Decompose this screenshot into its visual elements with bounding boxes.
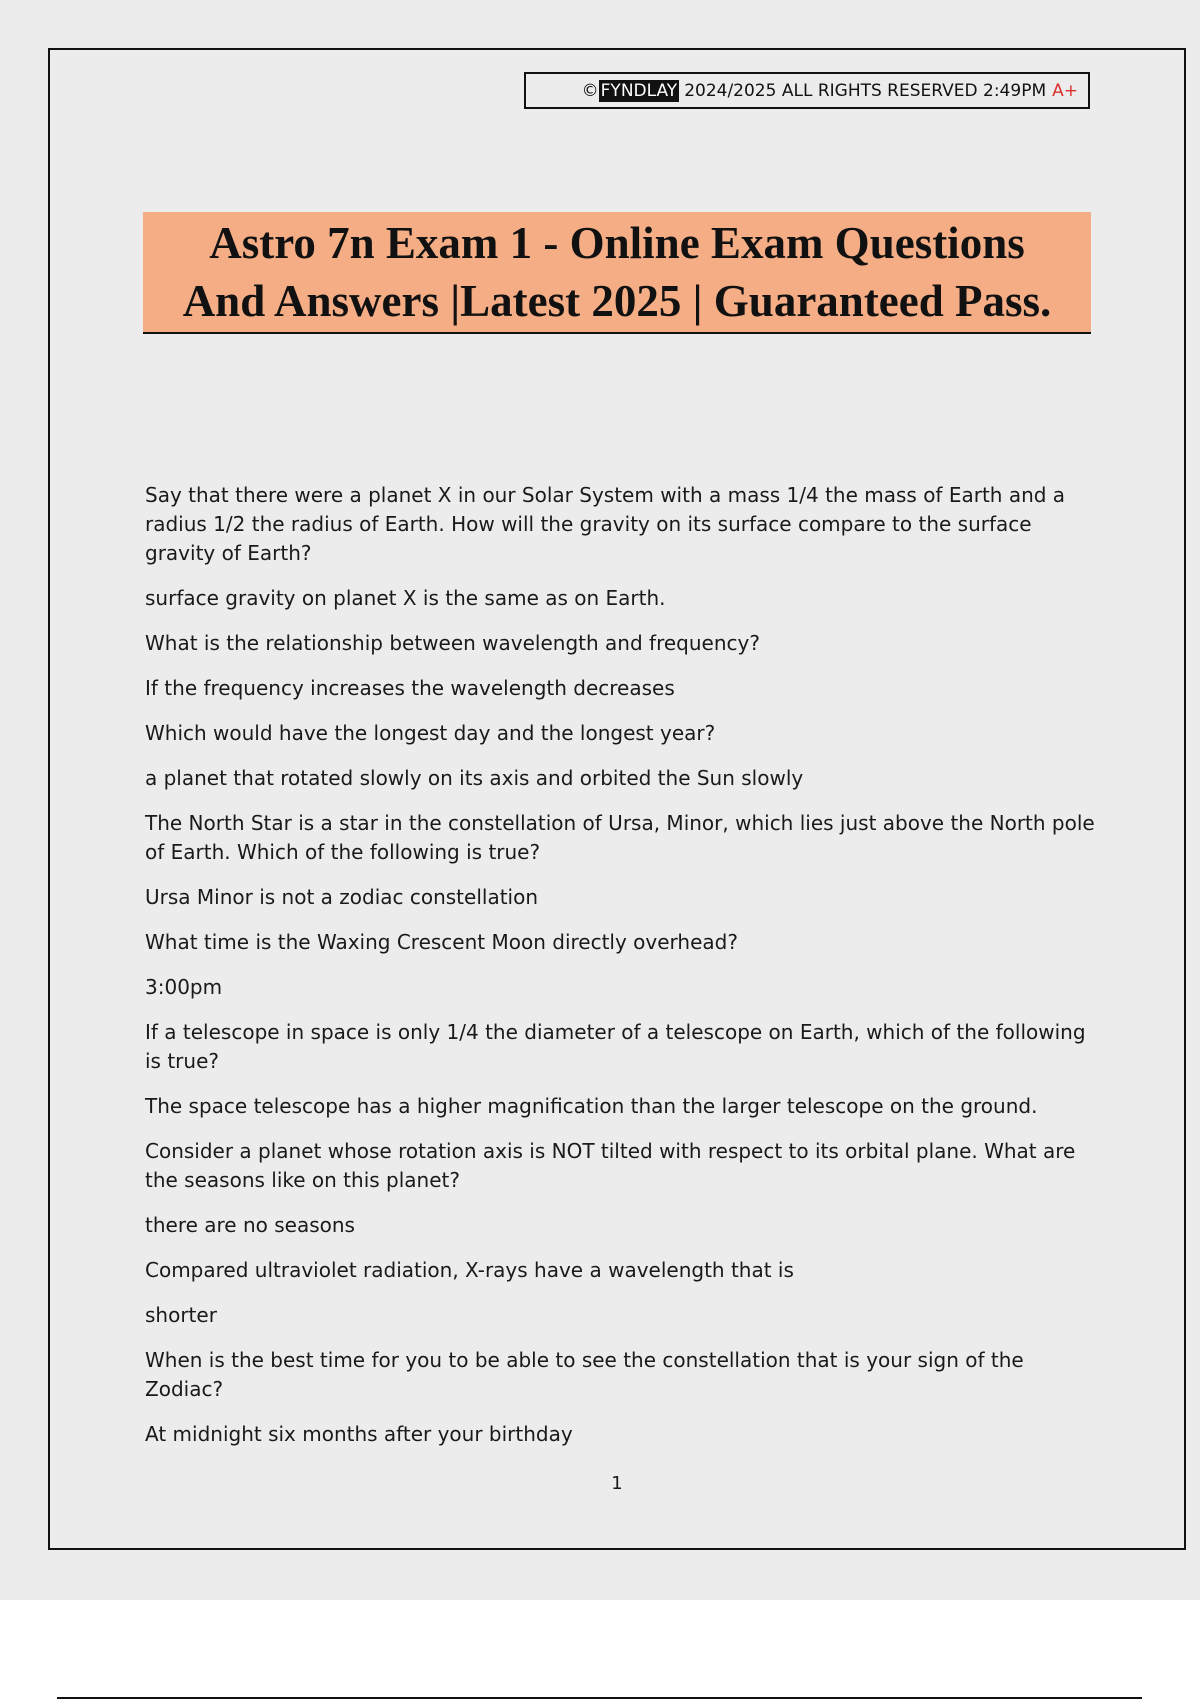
question: What is the relationship between wavelength and frequency?	[145, 631, 760, 655]
question: Which would have the longest day and the longest year?	[145, 721, 716, 745]
answer: there are no seasons	[145, 1213, 355, 1237]
question: When is the best time for you to be able to see the constellation that is your sign of the Zodiac?	[145, 1348, 1024, 1401]
question: Say that there were a planet X in our Solar System with a mass 1/4 the mass of Earth and a radius 1/2 the radius of Earth. How will the gravity on its surface compare to the surface gravity of Earth?	[145, 483, 1066, 565]
question: If a telescope in space is only 1/4 the diameter of a telescope on Earth, which of the following is true?	[145, 1020, 1086, 1073]
page-number: 1	[611, 1473, 623, 1494]
answer: shorter	[145, 1303, 217, 1327]
question: The North Star is a star in the constellation of Ursa, Minor, which lies just above the North pole of Earth. Which of the following is true?	[145, 811, 1095, 864]
document-title-banner	[143, 212, 1091, 334]
rights-notice: 2024/2025 ALL RIGHTS RESERVED 2:49PM	[684, 80, 1047, 101]
question: What time is the Waxing Crescent Moon directly overhead?	[145, 930, 738, 954]
grade-badge: A+	[1052, 80, 1078, 101]
answer: a planet that rotated slowly on its axis and orbited the Sun slowly	[145, 766, 804, 790]
title-line-1: Astro 7n Exam 1 - Online Exam Questions	[209, 218, 1025, 268]
answer: 3:00pm	[145, 975, 223, 999]
document-title	[183, 214, 1052, 330]
answer: At midnight six months after your birthday	[145, 1422, 573, 1446]
question: Compared ultraviolet radiation, X-rays have a wavelength that is	[145, 1258, 794, 1282]
author-name: FYNDLAY	[600, 80, 678, 101]
copyright-symbol: ©	[581, 80, 599, 101]
answer: If the frequency increases the wavelength decreases	[145, 676, 675, 700]
answer: Ursa Minor is not a zodiac constellation	[145, 885, 539, 909]
question: Consider a planet whose rotation axis is NOT tilted with respect to its orbital plane. What are the seasons like on this planet?	[145, 1139, 1076, 1192]
question-answer-list	[145, 481, 1095, 1465]
next-page-top-rule	[57, 1697, 1142, 1699]
answer: The space telescope has a higher magnification than the larger telescope on the ground.	[145, 1094, 1038, 1118]
copyright-header	[524, 72, 1090, 109]
title-line-2: And Answers |Latest 2025 | Guaranteed Pass.	[182, 276, 1052, 326]
answer: surface gravity on planet X is the same as on Earth.	[145, 586, 666, 610]
